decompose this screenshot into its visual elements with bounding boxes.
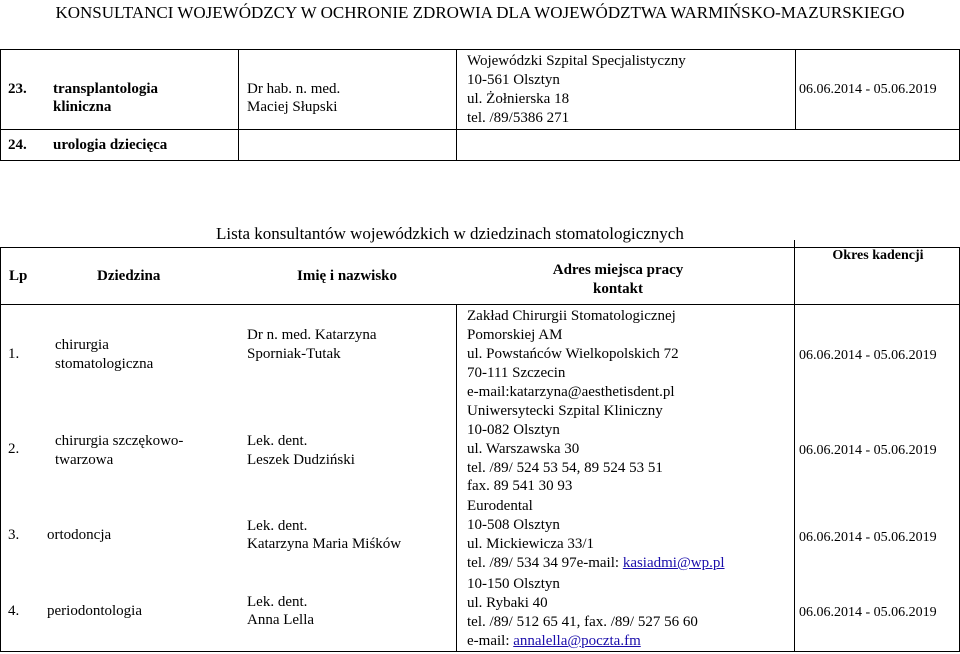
address-line: 10-508 Olsztyn xyxy=(467,517,560,533)
table-rule xyxy=(0,304,960,305)
address-line: tel. /89/ 524 53 54, 89 524 53 51 xyxy=(467,460,663,476)
address-line: 10-082 Olsztyn xyxy=(467,422,560,438)
address-line: Wojewódzki Szpital Specjalistyczny xyxy=(467,53,686,69)
consultant-name: Anna Lella xyxy=(247,612,315,628)
email-link[interactable]: kasiadmi@wp.pl xyxy=(622,555,725,571)
document-header: KONSULTANCI WOJEWÓDZCY W OCHRONIE ZDROWIA DLA WOJEWÓDZTWA WARMIŃSKO-MAZURSKIEGO xyxy=(55,3,905,22)
address-line: Zakład Chirurgii Stomatologicznej xyxy=(467,308,676,324)
column-divider xyxy=(238,49,239,161)
contact-line xyxy=(467,632,641,650)
field-name: periodontologia xyxy=(47,603,142,619)
consultant-name: Lek. dent. xyxy=(247,518,308,534)
field-name: chirurgia szczękowo- xyxy=(55,433,184,449)
term: 06.06.2014 - 05.06.2019 xyxy=(799,605,937,620)
column-divider xyxy=(795,49,796,129)
table-rule xyxy=(0,160,960,161)
consultant-name: Dr n. med. Katarzyna xyxy=(247,327,377,343)
column-divider xyxy=(456,49,457,161)
tel-text: tel. /89/ 534 34 97e-mail: xyxy=(467,555,623,571)
address-line: 10-561 Olsztyn xyxy=(467,72,560,88)
address-line: ul. Mickiewicza 33/1 xyxy=(467,536,595,552)
row-number: 3. xyxy=(8,527,20,543)
row-number: 1. xyxy=(8,346,20,362)
term: 06.06.2014 - 05.06.2019 xyxy=(799,530,937,545)
field-name: chirurgia xyxy=(55,337,109,353)
address-line: 70-111 Szczecin xyxy=(467,365,566,381)
address-line: fax. 89 541 30 93 xyxy=(467,478,573,494)
term: 06.06.2014 - 05.06.2019 xyxy=(799,348,937,363)
field-name: transplantologia xyxy=(53,81,159,97)
email-line: e-mail:katarzyna@aesthetisdent.pl xyxy=(467,384,675,400)
header-contact: kontakt xyxy=(592,281,644,297)
consultant-name: Maciej Słupski xyxy=(247,99,338,115)
section-title: Lista konsultantów wojewódzkich w dziedzinach stomatologicznych xyxy=(216,224,684,243)
header-name: Imię i nazwisko xyxy=(297,268,398,284)
header-address: Adres miejsca pracy xyxy=(552,262,684,278)
table-rule xyxy=(0,129,960,130)
contact-line xyxy=(467,554,725,572)
address-line: 10-150 Olsztyn xyxy=(467,576,560,592)
header-lp: Lp xyxy=(9,268,28,284)
row-number: 23. xyxy=(8,81,27,97)
field-name: stomatologiczna xyxy=(55,356,154,372)
address-line: ul. Żołnierska 18 xyxy=(467,91,570,107)
header-term: Okres kadencji xyxy=(832,248,924,263)
address-line: tel. /89/ 512 65 41, fax. /89/ 527 56 60 xyxy=(467,614,698,630)
term: 06.06.2014 - 05.06.2019 xyxy=(799,443,937,458)
address-line: ul. Warszawska 30 xyxy=(467,441,580,457)
row-number: 4. xyxy=(8,603,20,619)
term: 06.06.2014 - 05.06.2019 xyxy=(799,82,937,97)
table-border xyxy=(0,49,1,161)
table-rule xyxy=(0,49,960,50)
table-border xyxy=(0,247,1,652)
column-divider xyxy=(456,304,457,651)
table-rule xyxy=(0,651,960,652)
address-line: Uniwersytecki Szpital Kliniczny xyxy=(467,403,663,419)
field-name: twarzowa xyxy=(55,452,114,468)
consultant-name: Lek. dent. xyxy=(247,433,308,449)
consultant-name: Dr hab. n. med. xyxy=(247,81,341,97)
consultant-name: Leszek Dudziński xyxy=(247,452,355,468)
consultant-name: Katarzyna Maria Miśków xyxy=(247,536,402,552)
row-number: 2. xyxy=(8,441,20,457)
row-number: 24. xyxy=(8,137,27,153)
field-name: ortodoncja xyxy=(47,527,112,543)
address-line: ul. Powstańców Wielkopolskich 72 xyxy=(467,346,679,362)
field-name: urologia dziecięca xyxy=(53,137,168,153)
address-line: tel. /89/5386 271 xyxy=(467,110,570,126)
header-field: Dziedzina xyxy=(97,268,161,284)
consultant-name: Lek. dent. xyxy=(247,594,308,610)
address-line: Pomorskiej AM xyxy=(467,327,563,343)
email-label: e-mail: xyxy=(467,633,514,649)
email-link[interactable]: annalella@poczta.fm xyxy=(513,633,641,649)
column-divider xyxy=(794,240,795,652)
consultant-name: Sporniak-Tutak xyxy=(247,346,341,362)
address-line: Eurodental xyxy=(467,498,533,514)
address-line: ul. Rybaki 40 xyxy=(467,595,548,611)
field-name: kliniczna xyxy=(53,99,112,115)
